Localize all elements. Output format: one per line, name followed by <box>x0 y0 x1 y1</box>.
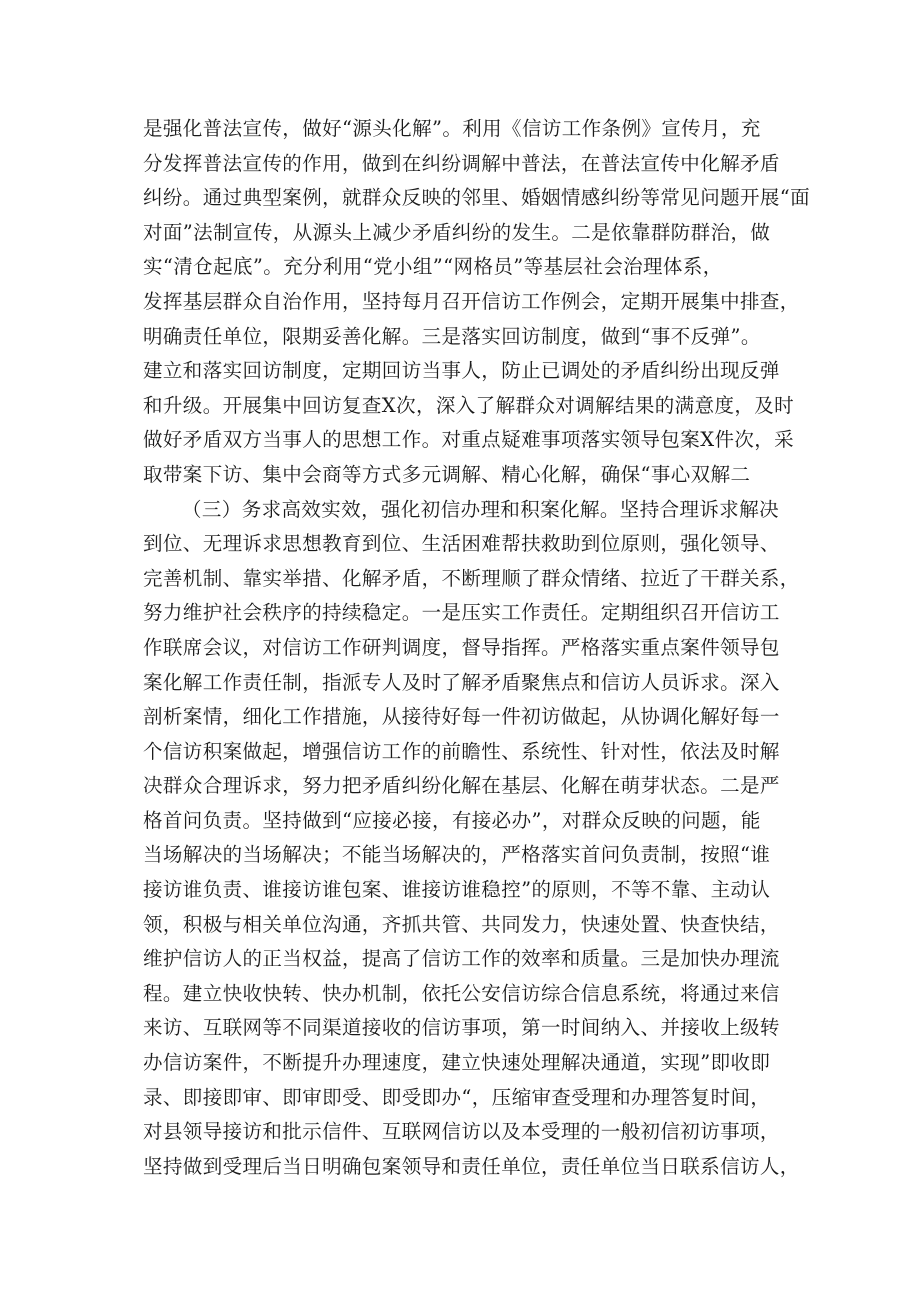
text-line: 录、即接即审、即审即受、即受即办“，压缩审查受理和办理答复时间， <box>143 1085 771 1109</box>
text-line: 作联席会议，对信访工作研判调度，督导指挥。严格落实重点案件领导包 <box>143 635 780 659</box>
text-line: 明确责任单位，限期妥善化解。三是落实回访制度，做到“事不反弹”。 <box>143 324 761 348</box>
text-line: 坚持做到受理后当日明确包案领导和责任单位，责任单位当日联系信访人， <box>143 1154 800 1178</box>
text-line: 对面”法制宣传，从源头上减少矛盾纠纷的发生。二是依靠群防群治，做 <box>143 220 771 244</box>
section-heading-line: （三）务求高效实效，强化初信办理和积案化解。坚持合理诉求解决 <box>182 497 780 521</box>
text-line: 领，积极与相关单位沟通，齐抓共管、共同发力，快速处置、快查快结， <box>143 912 780 936</box>
body-text <box>143 112 811 1184</box>
text-line: 建立和落实回访制度，定期回访当事人，防止已调处的矛盾纠纷出现反弹 <box>143 359 780 383</box>
text-line: 决群众合理诉求，努力把矛盾纠纷化解在基层、化解在萌芽状态。二是严 <box>143 774 780 798</box>
text-line: 是强化普法宣传，做好“源头化解”。利用《信访工作条例》宣传月，充 <box>143 117 761 140</box>
text-line: 来访、互联网等不同渠道接收的信访事项，第一时间纳入、并接收上级转 <box>143 1016 780 1040</box>
text-line: 努力维护社会秩序的持续稳定。一是压实工作责任。定期组织召开信访工 <box>143 601 780 625</box>
text-line: 格首问负责。坚持做到“应接必接，有接必办”，对群众反映的问题，能 <box>143 808 761 832</box>
text-line: 接访谁负责、谁接访谁包案、谁接访谁稳控”的原则，不等不靠、主动认 <box>143 878 771 902</box>
text-line: 程。建立快收快转、快办机制，依托公安信访综合信息系统，将通过来信 <box>143 981 780 1005</box>
text-line: 分发挥普法宣传的作用，做到在纠纷调解中普法，在普法宣传中化解矛盾 <box>143 151 780 175</box>
text-line: 当场解决的当场解决；不能当场解决的，严格落实首问负责制，按照“谁 <box>143 843 771 867</box>
text-line: 到位、无理诉求思想教育到位、生活困难帮扶救助到位原则，强化领导、 <box>143 532 780 556</box>
text-line: 完善机制、靠实举措、化解矛盾，不断理顺了群众情绪、拉近了干群关系， <box>143 566 800 590</box>
text-line: 发挥基层群众自治作用，坚持每月召开信访工作例会，定期开展集中排查， <box>143 289 800 313</box>
text-line: 维护信访人的正当权益，提高了信访工作的效率和质量。三是加快办理流 <box>143 947 780 971</box>
text-line: 和升级。开展集中回访复查X次，深入了解群众对调解结果的满意度，及时 <box>143 393 795 417</box>
text-line: 实“清仓起底”。充分利用“党小组”“网格员”等基层社会治理体系， <box>143 255 723 279</box>
text-line: 案化解工作责任制，指派专人及时了解矛盾聚焦点和信访人员诉求。深入 <box>143 670 780 694</box>
text-line: 对县领导接访和批示信件、互联网信访以及本受理的一般初信初访事项， <box>143 1120 780 1144</box>
text-line: 取带案下访、集中会商等方式多元调解、精心化解，确保“事心双解二 <box>143 462 751 486</box>
text-line: 剖析案情，细化工作措施，从接待好每一件初访做起，从协调化解好每一 <box>143 705 780 729</box>
text-line: 办信访案件，不断提升办理速度，建立快速处理解决通道，实现”即收即 <box>143 1051 771 1075</box>
text-line: 做好矛盾双方当事人的思想工作。对重点疑难事项落实领导包案X件次，采 <box>143 428 795 452</box>
text-line: 纠纷。通过典型案例，就群众反映的邻里、婚姻情感纠纷等常见问题开展“面 <box>143 186 811 210</box>
text-line: 个信访积案做起，增强信访工作的前瞻性、系统性、针对性，依法及时解 <box>143 739 780 763</box>
